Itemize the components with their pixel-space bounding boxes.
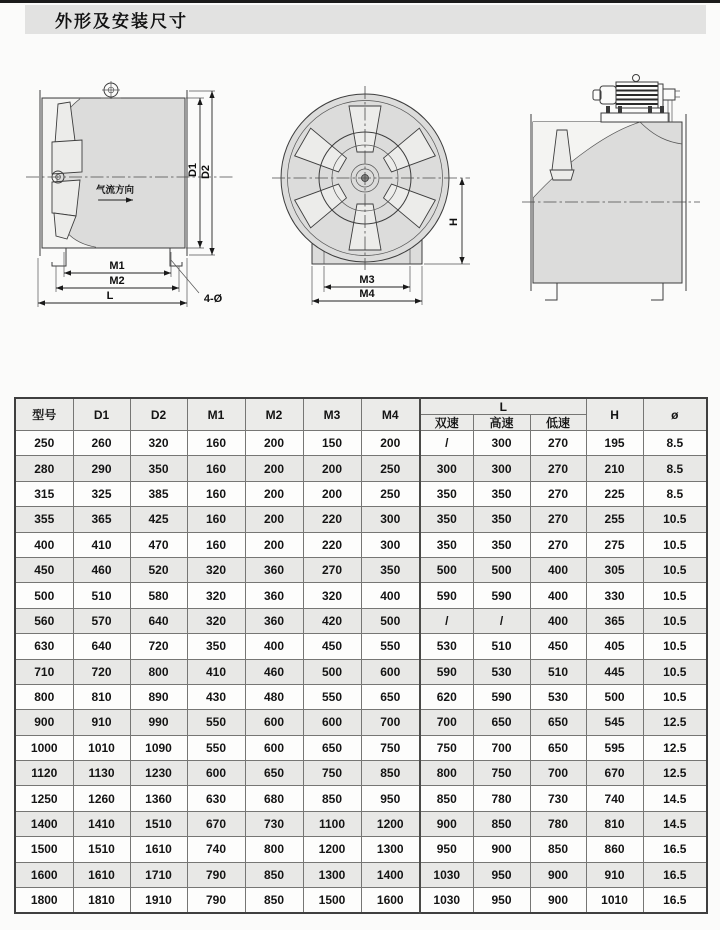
- table-cell: 1510: [73, 837, 130, 862]
- table-cell: 445: [586, 659, 643, 684]
- table-cell: 320: [187, 583, 245, 608]
- table-cell: 630: [187, 786, 245, 811]
- table-cell: 730: [245, 811, 303, 836]
- table-cell: 200: [361, 431, 420, 456]
- table-cell: 600: [303, 710, 361, 735]
- table-cell: 510: [73, 583, 130, 608]
- table-cell: 14.5: [643, 811, 707, 836]
- table-cell: 550: [187, 710, 245, 735]
- table-row: [15, 456, 707, 481]
- table-cell: 10.5: [643, 507, 707, 532]
- table-cell: 400: [530, 583, 586, 608]
- table-cell: 740: [586, 786, 643, 811]
- table-cell: 640: [130, 608, 187, 633]
- table-cell: 740: [187, 837, 245, 862]
- table-cell: 320: [187, 608, 245, 633]
- table-cell: 410: [73, 532, 130, 557]
- table-cell: 810: [586, 811, 643, 836]
- table-row: [15, 837, 707, 862]
- table-cell: 1500: [303, 888, 361, 913]
- table-cell: 360: [245, 557, 303, 582]
- table-cell: 550: [361, 634, 420, 659]
- table-cell: 350: [420, 532, 473, 557]
- mounting-feet: [545, 283, 663, 300]
- table-cell: 950: [473, 862, 530, 887]
- table-cell: 1600: [361, 888, 420, 913]
- table-cell: 365: [586, 608, 643, 633]
- dim-label-m1: M1: [109, 260, 125, 272]
- table-cell: 680: [245, 786, 303, 811]
- table-cell: 650: [361, 684, 420, 709]
- table-cell: 315: [15, 481, 73, 506]
- table-cell: 890: [130, 684, 187, 709]
- impeller-hub: [52, 140, 82, 174]
- page-title: 外形及安装尺寸: [55, 12, 188, 31]
- table-cell: 460: [73, 557, 130, 582]
- table-cell: 220: [303, 507, 361, 532]
- table-cell: 500: [361, 608, 420, 633]
- table-cell: 1810: [73, 888, 130, 913]
- table-cell: 1010: [73, 735, 130, 760]
- table-cell: 1010: [586, 888, 643, 913]
- table-cell: 300: [361, 532, 420, 557]
- table-cell: 1030: [420, 862, 473, 887]
- motor-side-view-drawing: [503, 73, 717, 317]
- table-cell: 1120: [15, 761, 73, 786]
- col-header-dia: ø: [643, 398, 707, 431]
- table-cell: 8.5: [643, 481, 707, 506]
- table-row: [15, 888, 707, 913]
- table-cell: 16.5: [643, 862, 707, 887]
- table-cell: 650: [303, 735, 361, 760]
- table-cell: 405: [586, 634, 643, 659]
- col-header-l-group: L: [420, 398, 586, 415]
- table-cell: 305: [586, 557, 643, 582]
- table-cell: 320: [130, 431, 187, 456]
- table-cell: 210: [586, 456, 643, 481]
- table-cell: 300: [473, 456, 530, 481]
- table-cell: 10.5: [643, 659, 707, 684]
- junction-box: [663, 89, 675, 100]
- table-cell: 560: [15, 608, 73, 633]
- table-cell: 640: [73, 634, 130, 659]
- table-row: [15, 710, 707, 735]
- table-cell: 1500: [15, 837, 73, 862]
- table-cell: 220: [303, 532, 361, 557]
- table-cell: 570: [73, 608, 130, 633]
- table-cell: 780: [473, 786, 530, 811]
- table-cell: 590: [473, 684, 530, 709]
- table-cell: 270: [530, 456, 586, 481]
- table-cell: 950: [420, 837, 473, 862]
- table-cell: 850: [245, 862, 303, 887]
- table-cell: 200: [303, 456, 361, 481]
- table-cell: 350: [420, 481, 473, 506]
- table-cell: 750: [303, 761, 361, 786]
- dim-label-l: L: [106, 290, 114, 302]
- table-cell: 1300: [303, 862, 361, 887]
- table-cell: 320: [303, 583, 361, 608]
- table-cell: 1400: [361, 862, 420, 887]
- table-cell: 160: [187, 532, 245, 557]
- table-cell: 1910: [130, 888, 187, 913]
- table-cell: 355: [15, 507, 73, 532]
- table-cell: 400: [361, 583, 420, 608]
- table-cell: 1030: [420, 888, 473, 913]
- table-cell: 250: [361, 481, 420, 506]
- table-cell: 710: [15, 659, 73, 684]
- table-row: [15, 862, 707, 887]
- table-cell: 1510: [130, 811, 187, 836]
- top-strip: [0, 0, 720, 3]
- table-cell: 545: [586, 710, 643, 735]
- table-cell: 670: [586, 761, 643, 786]
- dim-label-h: H: [448, 218, 460, 226]
- motor-eyebolt: [633, 75, 640, 82]
- table-cell: 350: [420, 507, 473, 532]
- motor-end-cap: [600, 86, 616, 104]
- table-cell: 900: [15, 710, 73, 735]
- table-cell: 275: [586, 532, 643, 557]
- table-cell: /: [473, 608, 530, 633]
- motor-base: [601, 113, 669, 122]
- table-cell: 860: [586, 837, 643, 862]
- table-cell: 200: [245, 507, 303, 532]
- side-view-drawing: [22, 76, 234, 316]
- table-cell: 480: [245, 684, 303, 709]
- table-cell: 300: [420, 456, 473, 481]
- table-cell: 650: [473, 710, 530, 735]
- table-cell: 900: [530, 888, 586, 913]
- dim-label-m4: M4: [359, 288, 375, 300]
- table-cell: 600: [245, 710, 303, 735]
- col-header-dual-speed: 双速: [420, 415, 473, 431]
- table-cell: 450: [530, 634, 586, 659]
- table-cell: 16.5: [643, 837, 707, 862]
- table-cell: 10.5: [643, 532, 707, 557]
- mounting-holes-label: 4-Ø: [203, 293, 223, 305]
- table-cell: 290: [73, 456, 130, 481]
- table-cell: 650: [530, 735, 586, 760]
- table-cell: 270: [530, 507, 586, 532]
- table-cell: 630: [15, 634, 73, 659]
- col-header-m3: M3: [303, 398, 361, 431]
- table-cell: 350: [473, 507, 530, 532]
- table-cell: 10.5: [643, 608, 707, 633]
- table-cell: 910: [586, 862, 643, 887]
- table-cell: 1130: [73, 761, 130, 786]
- table-cell: 650: [245, 761, 303, 786]
- table-cell: 850: [303, 786, 361, 811]
- table-cell: 1360: [130, 786, 187, 811]
- table-cell: 900: [473, 837, 530, 862]
- dimension-table-body: [15, 431, 707, 913]
- col-header-model: 型号: [15, 398, 73, 431]
- front-view-drawing: [268, 76, 482, 316]
- table-row: [15, 532, 707, 557]
- table-cell: 200: [245, 456, 303, 481]
- dim-label-m2: M2: [109, 275, 125, 287]
- table-cell: 200: [245, 481, 303, 506]
- table-cell: 225: [586, 481, 643, 506]
- table-cell: 590: [473, 583, 530, 608]
- table-row: [15, 481, 707, 506]
- col-header-m4: M4: [361, 398, 420, 431]
- table-cell: 8.5: [643, 431, 707, 456]
- table-cell: 1600: [15, 862, 73, 887]
- table-cell: 1610: [73, 862, 130, 887]
- table-cell: 1610: [130, 837, 187, 862]
- table-cell: 200: [303, 481, 361, 506]
- table-row: [15, 634, 707, 659]
- table-cell: 195: [586, 431, 643, 456]
- table-cell: 510: [530, 659, 586, 684]
- table-row: [15, 507, 707, 532]
- table-cell: 425: [130, 507, 187, 532]
- table-cell: 950: [473, 888, 530, 913]
- table-cell: 350: [473, 532, 530, 557]
- motor: [593, 75, 680, 123]
- table-cell: 10.5: [643, 684, 707, 709]
- table-cell: 360: [245, 583, 303, 608]
- table-cell: 1200: [303, 837, 361, 862]
- technical-drawings: [0, 40, 720, 340]
- table-cell: 510: [473, 634, 530, 659]
- table-cell: 1230: [130, 761, 187, 786]
- table-cell: 350: [473, 481, 530, 506]
- table-cell: 950: [361, 786, 420, 811]
- table-cell: 1800: [15, 888, 73, 913]
- table-cell: /: [420, 608, 473, 633]
- dim-label-m3: M3: [359, 274, 375, 286]
- table-cell: 590: [420, 583, 473, 608]
- table-cell: 800: [420, 761, 473, 786]
- table-cell: 255: [586, 507, 643, 532]
- table-cell: 10.5: [643, 634, 707, 659]
- table-cell: 850: [361, 761, 420, 786]
- table-cell: 160: [187, 481, 245, 506]
- table-cell: 385: [130, 481, 187, 506]
- table-cell: 700: [530, 761, 586, 786]
- table-cell: 430: [187, 684, 245, 709]
- dim-label-d1: D1: [187, 162, 199, 178]
- table-cell: 700: [361, 710, 420, 735]
- table-cell: 160: [187, 507, 245, 532]
- table-cell: 360: [245, 608, 303, 633]
- table-cell: 530: [473, 659, 530, 684]
- table-cell: 800: [15, 684, 73, 709]
- table-cell: 12.5: [643, 761, 707, 786]
- table-cell: 620: [420, 684, 473, 709]
- table-cell: 800: [130, 659, 187, 684]
- table-cell: 590: [420, 659, 473, 684]
- table-cell: 14.5: [643, 786, 707, 811]
- table-cell: 720: [130, 634, 187, 659]
- table-row: [15, 811, 707, 836]
- table-cell: 850: [530, 837, 586, 862]
- table-header: [15, 398, 707, 431]
- table-row: [15, 684, 707, 709]
- table-cell: 12.5: [643, 735, 707, 760]
- table-cell: 200: [245, 532, 303, 557]
- table-cell: 400: [530, 608, 586, 633]
- table-row: [15, 583, 707, 608]
- table-row: [15, 557, 707, 582]
- table-cell: 350: [361, 557, 420, 582]
- table-cell: 250: [15, 431, 73, 456]
- table-cell: 460: [245, 659, 303, 684]
- col-header-d2: D2: [130, 398, 187, 431]
- table-cell: /: [420, 431, 473, 456]
- airflow-direction-label: 气流方向: [96, 185, 135, 196]
- table-row: [15, 659, 707, 684]
- table-cell: 365: [73, 507, 130, 532]
- table-cell: 325: [73, 481, 130, 506]
- table-cell: 400: [245, 634, 303, 659]
- table-cell: 12.5: [643, 710, 707, 735]
- table-cell: 500: [420, 557, 473, 582]
- table-cell: 1260: [73, 786, 130, 811]
- col-header-d1: D1: [73, 398, 130, 431]
- table-cell: 750: [361, 735, 420, 760]
- table-cell: 10.5: [643, 583, 707, 608]
- table-cell: 500: [586, 684, 643, 709]
- table-cell: 600: [361, 659, 420, 684]
- table-cell: 790: [187, 862, 245, 887]
- table-cell: 700: [420, 710, 473, 735]
- table-cell: 580: [130, 583, 187, 608]
- table-cell: 270: [530, 532, 586, 557]
- table-cell: 650: [530, 710, 586, 735]
- table-cell: 1200: [361, 811, 420, 836]
- table-cell: 790: [187, 888, 245, 913]
- table-cell: 910: [73, 710, 130, 735]
- table-cell: 200: [245, 431, 303, 456]
- col-header-high-speed: 高速: [473, 415, 530, 431]
- table-cell: 16.5: [643, 888, 707, 913]
- table-cell: 550: [187, 735, 245, 760]
- table-cell: 10.5: [643, 557, 707, 582]
- table-cell: 850: [473, 811, 530, 836]
- table-cell: 1090: [130, 735, 187, 760]
- table-cell: 400: [530, 557, 586, 582]
- table-cell: 250: [361, 456, 420, 481]
- table-cell: 150: [303, 431, 361, 456]
- table-cell: 270: [530, 431, 586, 456]
- table-cell: 750: [420, 735, 473, 760]
- table-cell: 990: [130, 710, 187, 735]
- table-cell: 350: [187, 634, 245, 659]
- col-header-h: H: [586, 398, 643, 431]
- table-cell: 470: [130, 532, 187, 557]
- table-cell: 800: [245, 837, 303, 862]
- table-row: [15, 786, 707, 811]
- table-cell: 530: [420, 634, 473, 659]
- table-cell: 270: [303, 557, 361, 582]
- table-cell: 600: [245, 735, 303, 760]
- table-cell: 8.5: [643, 456, 707, 481]
- table-cell: 720: [73, 659, 130, 684]
- col-header-m1: M1: [187, 398, 245, 431]
- dim-label-d2: D2: [200, 164, 212, 180]
- table-cell: 320: [187, 557, 245, 582]
- title-bar: [25, 5, 706, 34]
- col-header-low-speed: 低速: [530, 415, 586, 431]
- table-cell: 1000: [15, 735, 73, 760]
- table-cell: 1250: [15, 786, 73, 811]
- table-row: [15, 735, 707, 760]
- table-cell: 410: [187, 659, 245, 684]
- table-cell: 420: [303, 608, 361, 633]
- table-cell: 270: [530, 481, 586, 506]
- table-cell: 550: [303, 684, 361, 709]
- table-cell: 500: [303, 659, 361, 684]
- table-cell: 530: [530, 684, 586, 709]
- table-cell: 810: [73, 684, 130, 709]
- table-row: [15, 431, 707, 456]
- table-cell: 350: [130, 456, 187, 481]
- table-cell: 330: [586, 583, 643, 608]
- table-cell: 1300: [361, 837, 420, 862]
- table-cell: 280: [15, 456, 73, 481]
- table-cell: 1100: [303, 811, 361, 836]
- table-cell: 160: [187, 456, 245, 481]
- table-cell: 400: [15, 532, 73, 557]
- table-cell: 780: [530, 811, 586, 836]
- table-cell: 160: [187, 431, 245, 456]
- table-cell: 900: [530, 862, 586, 887]
- table-cell: 300: [473, 431, 530, 456]
- table-cell: 595: [586, 735, 643, 760]
- impeller-blade-bottom: [52, 180, 80, 216]
- table-cell: 700: [473, 735, 530, 760]
- col-header-m2: M2: [245, 398, 303, 431]
- table-cell: 850: [245, 888, 303, 913]
- dimension-table: [14, 397, 708, 914]
- table-cell: 1710: [130, 862, 187, 887]
- table-cell: 750: [473, 761, 530, 786]
- table-cell: 670: [187, 811, 245, 836]
- table-cell: 260: [73, 431, 130, 456]
- table-cell: 500: [473, 557, 530, 582]
- table-cell: 520: [130, 557, 187, 582]
- table-cell: 450: [303, 634, 361, 659]
- table-cell: 1410: [73, 811, 130, 836]
- table-cell: 300: [361, 507, 420, 532]
- table-cell: 900: [420, 811, 473, 836]
- table-cell: 730: [530, 786, 586, 811]
- table-cell: 450: [15, 557, 73, 582]
- table-cell: 1400: [15, 811, 73, 836]
- table-row: [15, 761, 707, 786]
- table-cell: 500: [15, 583, 73, 608]
- table-row: [15, 608, 707, 633]
- table-cell: 600: [187, 761, 245, 786]
- table-cell: 850: [420, 786, 473, 811]
